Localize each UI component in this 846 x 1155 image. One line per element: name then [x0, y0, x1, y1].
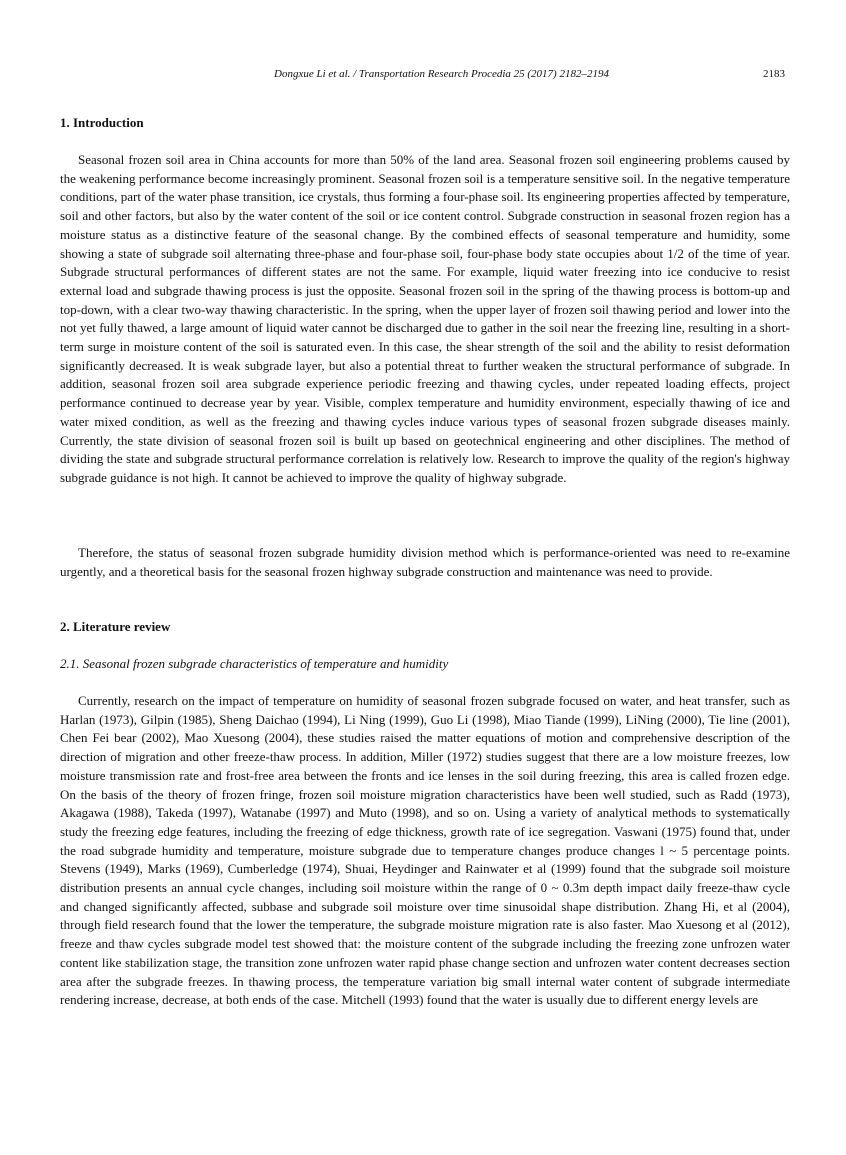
subsection-heading-2-1: 2.1. Seasonal frozen subgrade characteristics of temperature and humidity: [60, 656, 449, 671]
page-number: 2183: [763, 68, 785, 80]
introduction-paragraph-1: Seasonal frozen soil area in China accounts for more than 50% of the land area. Seasonal frozen soil engineering problems caused by the weakening performance become increasingly prominent. Seasonal frozen soil is a temperature sensitive soil. In the negative temperature conditions, part of the water phase transition, ice crystals, thus forming a four-phase soil. Its engineering properties affected by temperature, soil and other factors, but also by the water content of the soil or ice content control. Subgrade construction in seasonal frozen region has a moisture status as a distinctive feature of the seasonal change. By the combined effects of seasonal temperature and humidity, some showing a state of subgrade soil alternating three-phase and four-phase soil, four-phase body state occupies about 1/2 of the time of year. Subgrade structural performances of different states are not the same. For example, liquid water freezing into ice conducive to resist external load and subgrade thawing process is just the opposite. Seasonal frozen soil in the spring of the thawing process is bottom-up and top-down, with a clear two-way thawing characteristic. In the spring, when the upper layer of frozen soil thawing period and lower into the not yet fully thawed, a large amount of liquid water cannot be discharged due to gather in the soil near the freezing line, resulting in a short-term surge in moisture content of the soil is saturated even. In this case, the shear strength of the soil and the ability to resist deformation significantly decreased. It is weak subgrade layer, but also a potential threat to further weaken the structural performance of subgrade. In addition, seasonal frozen soil area subgrade experience periodic freezing and thawing cycles, under repeated loading effects, project performance continued to decrease year by year. Visible, complex temperature and humidity environment, especially thawing of ice and water mixed condition, as well as the freezing and thawing cycles induce various types of seasonal frozen subgrade diseases mainly. Currently, the state division of seasonal frozen soil is built up based on geotechnical engineering and other disciplines. The method of dividing the state and subgrade structural performance correlation is relatively low. Research to improve the quality of the region's highway subgrade guidance is not high. It cannot be achieved to improve the quality of highway subgrade.: [60, 152, 790, 485]
running-head: [60, 68, 790, 84]
section-heading-literature-review: 2. Literature review: [60, 619, 171, 634]
journal-citation: Dongxue Li et al. / Transportation Research Procedia 25 (2017) 2182–2194: [274, 68, 609, 80]
introduction-paragraph-2: Therefore, the status of seasonal frozen subgrade humidity division method which is performance-oriented was need to re-examine urgently, and a theoretical basis for the seasonal frozen highway subgrade construction and maintenance was need to provide.: [60, 545, 790, 579]
section-heading-introduction: 1. Introduction: [60, 115, 144, 130]
literature-paragraph-1: Currently, research on the impact of temperature on humidity of seasonal frozen subgrade focused on water, and heat transfer, such as Harlan (1973), Gilpin (1985), Sheng Daichao (1994), Li Ning (1999), Guo Li (1998), Miao Tiande (1999), LiNing (2000), Tie line (2001), Chen Fei bear (2002), Mao Xuesong (2004), these studies raised the matter equations of motion and comprehensive description of the direction of migration and other freeze-thaw process. In addition, Miller (1972) studies suggest that there are a low moisture freezes, low moisture transmission rate and frost-free area between the fronts and ice lenses in the soil during freezing, this area is called frozen edge. On the basis of the theory of frozen fringe, frozen soil moisture migration characteristics have been well studied, such as Radd (1973), Akagawa (1988), Takeda (1997), Watanabe (1997) and Muto (1998), and so on. Using a variety of analytical methods to systematically study the freezing edge features, including the freezing of edge thickness, growth rate of ice segregation. Vaswani (1975) found that, under the road subgrade humidity and temperature, moisture subgrade due to temperature changes produce changes l ~ 5 percentage points. Stevens (1949), Marks (1969), Cumberledge (1974), Shuai, Heydinger and Rainwater et al (1999) found that the subgrade soil moisture distribution presents an annual cycle changes, including soil moisture within the range of 0 ~ 0.3m depth impact daily freeze-thaw cycle and changed significantly affected, subbase and subgrade soil moisture over time sinusoidal shape distribution. Zhang Hi, et al (2004), through field research found that the lower the temperature, the subgrade moisture migration rate is also faster. Mao Xuesong et al (2012), freeze and thaw cycles subgrade model test showed that: the moisture content of the subgrade including the freezing zone unfrozen water content like stabilization stage, the transition zone unfrozen water rapid phase change section and unfrozen water content decreases section area after the subgrade freezes. In thawing process, the temperature variation big small internal water content of subgrade intermediate rendering increase, decrease, at both ends of the case. Mitchell (1993) found that the water is usually due to different energy levels are: [60, 693, 790, 1008]
